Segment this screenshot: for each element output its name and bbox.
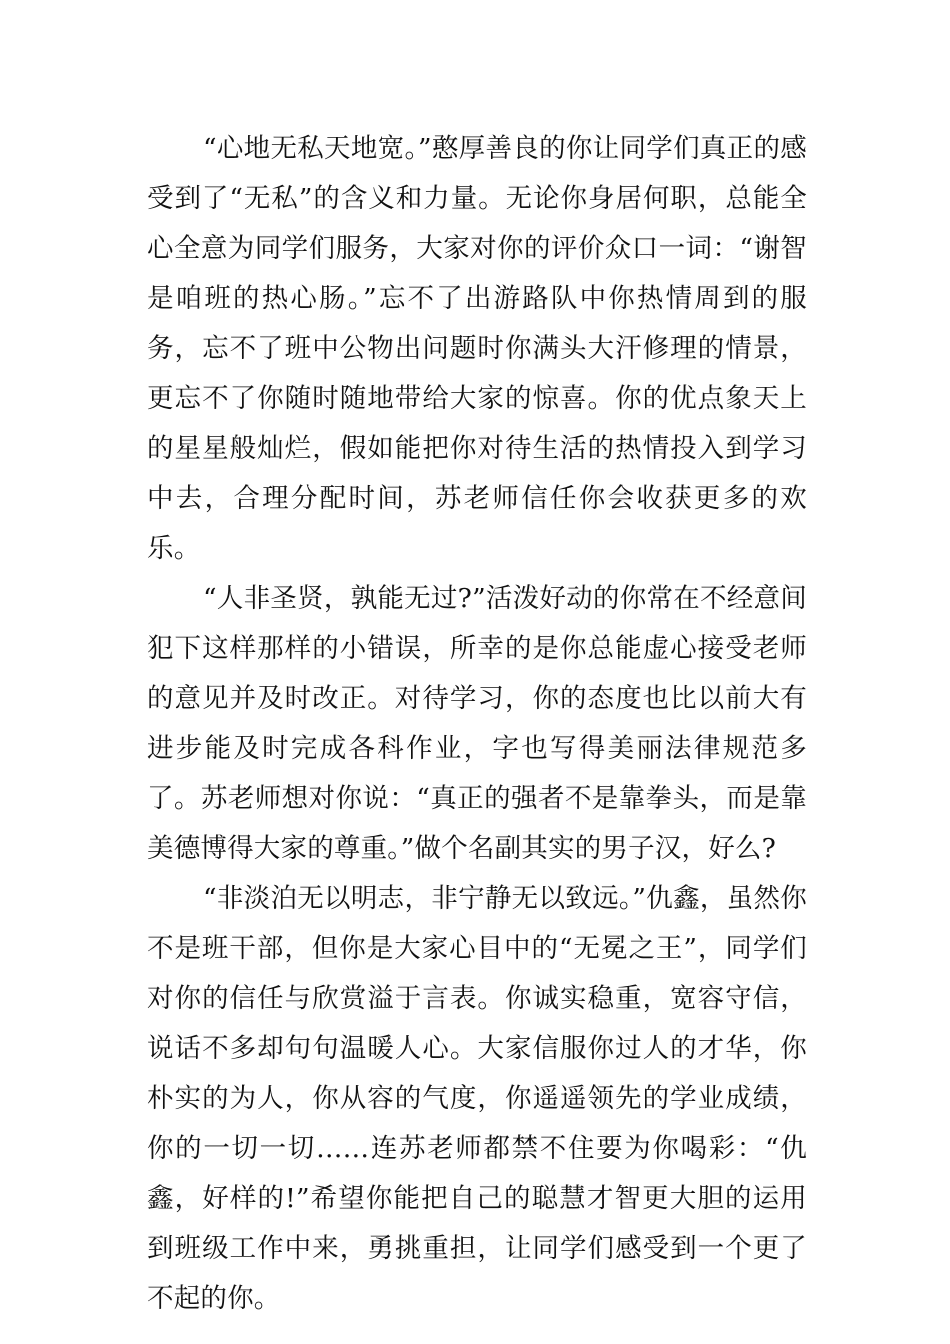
paragraph-3: “非淡泊无以明志，非宁静无以致远。”仇鑫，虽然你不是班干部，但你是大家心目中的“无冕之王”，同学们对你的信任与欣赏溢于言表。你诚实稳重，宽容守信，说话不多却句句温暖人心。大家信服你过人的才华，你朴实的为人，你从容的气度，你遥遥领先的学业成绩，你的一切一切……连苏老师都禁不住要为你喝彩：“仇鑫，好样的!”希望你能把自己的聪慧才智更大胆的运用到班级工作中来，勇挑重担，让同学们感受到一个更了不起的你。 bbox=[147, 883, 807, 1314]
paragraph-2: “人非圣贤，孰能无过?”活泼好动的你常在不经意间犯下这样那样的小错误，所幸的是你总能虚心接受老师的意见并及时改正。对待学习，你的态度也比以前大有进步能及时完成各科作业，字也写得美丽法律规范多了。苏老师想对你说：“真正的强者不是靠拳头，而是靠美德博得大家的尊重。”做个名副其实的男子汉，好么? bbox=[147, 583, 807, 864]
document-body bbox=[147, 124, 807, 1324]
paragraph-1: “心地无私天地宽。”憨厚善良的你让同学们真正的感受到了“无私”的含义和力量。无论你身居何职，总能全心全意为同学们服务，大家对你的评价众口一词：“谢智是咱班的热心肠。”忘不了出游路队中你热情周到的服务，忘不了班中公物出问题时你满头大汗修理的情景，更忘不了你随时随地带给大家的惊喜。你的优点象天上的星星般灿烂，假如能把你对待生活的热情投入到学习中去，合理分配时间，苏老师信任你会收获更多的欢乐。 bbox=[147, 133, 807, 564]
